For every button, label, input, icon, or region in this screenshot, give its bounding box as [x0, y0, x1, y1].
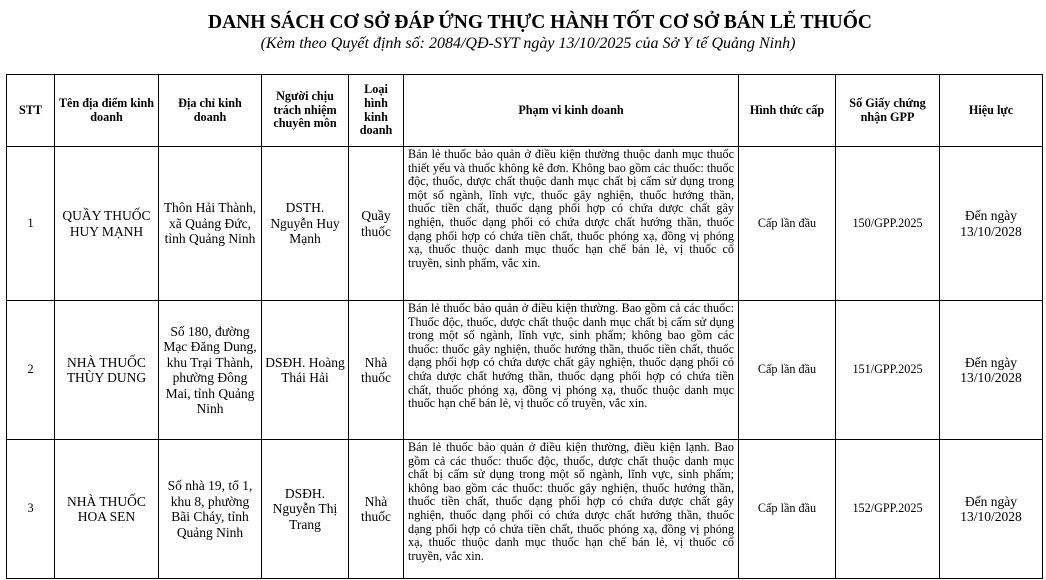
- document-title: DANH SÁCH CƠ SỞ ĐÁP ỨNG THỰC HÀNH TỐT CƠ SỞ BÁN LẺ THUỐC: [208, 12, 872, 33]
- cell-address: Thôn Hải Thành, xã Quảng Đức, tỉnh Quảng Ninh: [159, 147, 262, 301]
- cell-certificate: 150/GPP.2025: [836, 147, 940, 301]
- header-name: Tên địa điểm kinh doanh: [55, 75, 159, 147]
- table-row: [7, 440, 1043, 579]
- cell-address: Số 180, đường Mạc Đăng Dung, khu Trại Thành, phường Đông Mai, tỉnh Quảng Ninh: [159, 301, 262, 440]
- header-address: Địa chỉ kinh doanh: [159, 75, 262, 147]
- cell-issue-type: Cấp lần đầu: [739, 301, 836, 440]
- header-person: Người chịu trách nhiệm chuyên môn: [262, 75, 349, 147]
- cell-validity: Đến ngày 13/10/2028: [940, 301, 1043, 440]
- cell-name: NHÀ THUỐC HOA SEN: [55, 440, 159, 579]
- cell-validity: Đến ngày 13/10/2028: [940, 147, 1043, 301]
- cell-stt: 1: [7, 147, 55, 301]
- cell-stt: 2: [7, 301, 55, 440]
- table-row: [7, 147, 1043, 301]
- cell-issue-type: Cấp lần đầu: [739, 147, 836, 301]
- cell-certificate: 152/GPP.2025: [836, 440, 940, 579]
- cell-certificate: 151/GPP.2025: [836, 301, 940, 440]
- cell-person: DSTH. Nguyễn Huy Mạnh: [262, 147, 349, 301]
- header-validity: Hiệu lực: [940, 75, 1043, 147]
- cell-validity: Đến ngày 13/10/2028: [940, 440, 1043, 579]
- cell-person: DSĐH. Hoàng Thái Hải: [262, 301, 349, 440]
- cell-scope: Bán lẻ thuốc bảo quản ở điều kiện thường, điều kiện lạnh. Bao gồm cả các thuốc: thuốc độc, thuốc, dược chất thuộc danh mục chất bị cấm sử dụng trong một số ngành, lĩnh vực, sinh phẩm; không bao gồm các thuốc: thuốc gây nghiện, thuốc hướng thần, thuốc tiền chất, thuốc dạng phối hợp có chứa dược chất gây nghiện, thuốc dạng phối có chứa dược chất hướng thần, thuốc dạng phối hợp có chứa tiền chất, thuốc phóng xạ, đồng vị phóng xạ, thuốc thuộc danh mục thuốc hạn chế bán lẻ, vị thuốc cổ truyền, vắc xin.: [404, 440, 739, 579]
- cell-name: QUẦY THUỐC HUY MẠNH: [55, 147, 159, 301]
- cell-scope: Bán lẻ thuốc bảo quản ở điều kiện thường. Bao gồm cả các thuốc: Thuốc độc, thuốc, dược chất thuộc danh mục chất bị cấm sử dụng trong một số ngành, lĩnh vực, sinh phẩm; không bao gồm các thuốc: thuốc gây nghiện, thuốc hướng thần, thuốc tiền chất, thuốc dạng phối hợp có chứa dược chất gây nghiện, thuốc dạng phối có chứa dược chất hướng thần, thuốc dạng phối hợp có chứa tiền chất, thuốc phóng xạ, đồng vị phóng xạ, thuốc thuộc danh mục thuốc hạn chế bán lẻ, vị thuốc cổ truyền, vắc xin.: [404, 301, 739, 440]
- header-certificate: Số Giấy chứng nhận GPP: [836, 75, 940, 147]
- cell-name: NHÀ THUỐC THÙY DUNG: [55, 301, 159, 440]
- header-row: [7, 75, 1043, 147]
- pharmacy-table: [6, 74, 1043, 579]
- cell-scope: Bán lẻ thuốc bảo quản ở điều kiện thường thuộc danh mục thuốc thiết yếu và thuốc không kê đơn. Không bao gồm các thuốc: thuốc độc, thuốc, dược chất thuộc danh mục chất bị cấm sử dụng trong một số ngành, lĩnh vực, thuốc gây nghiện, thuốc hướng thần, thuốc tiền chất, thuốc dạng phối hợp có chứa dược chất gây nghiện, thuốc dạng phối có chứa dược chất hướng thần, thuốc dạng phối hợp có chứa tiền chất, thuốc phóng xạ, đồng vị phóng xạ, thuốc thuộc danh mục thuốc hạn chế bán lẻ, vị thuốc cổ truyền, sinh phẩm, vắc xin.: [404, 147, 739, 301]
- document-subtitle: (Kèm theo Quyết định số: 2084/QĐ-SYT ngày 13/10/2025 của Sở Y tế Quảng Ninh): [260, 35, 796, 52]
- cell-stt: 3: [7, 440, 55, 579]
- header-scope: Phạm vi kinh doanh: [404, 75, 739, 147]
- cell-address: Số nhà 19, tổ 1, khu 8, phường Bãi Cháy, tỉnh Quảng Ninh: [159, 440, 262, 579]
- cell-person: DSĐH. Nguyễn Thị Trang: [262, 440, 349, 579]
- cell-issue-type: Cấp lần đầu: [739, 440, 836, 579]
- cell-type: Nhà thuốc: [349, 440, 404, 579]
- header-stt: STT: [7, 75, 55, 147]
- cell-type: Nhà thuốc: [349, 301, 404, 440]
- header-type: Loại hình kinh doanh: [349, 75, 404, 147]
- header-issue-type: Hình thức cấp: [739, 75, 836, 147]
- cell-type: Quầy thuốc: [349, 147, 404, 301]
- table-row: [7, 301, 1043, 440]
